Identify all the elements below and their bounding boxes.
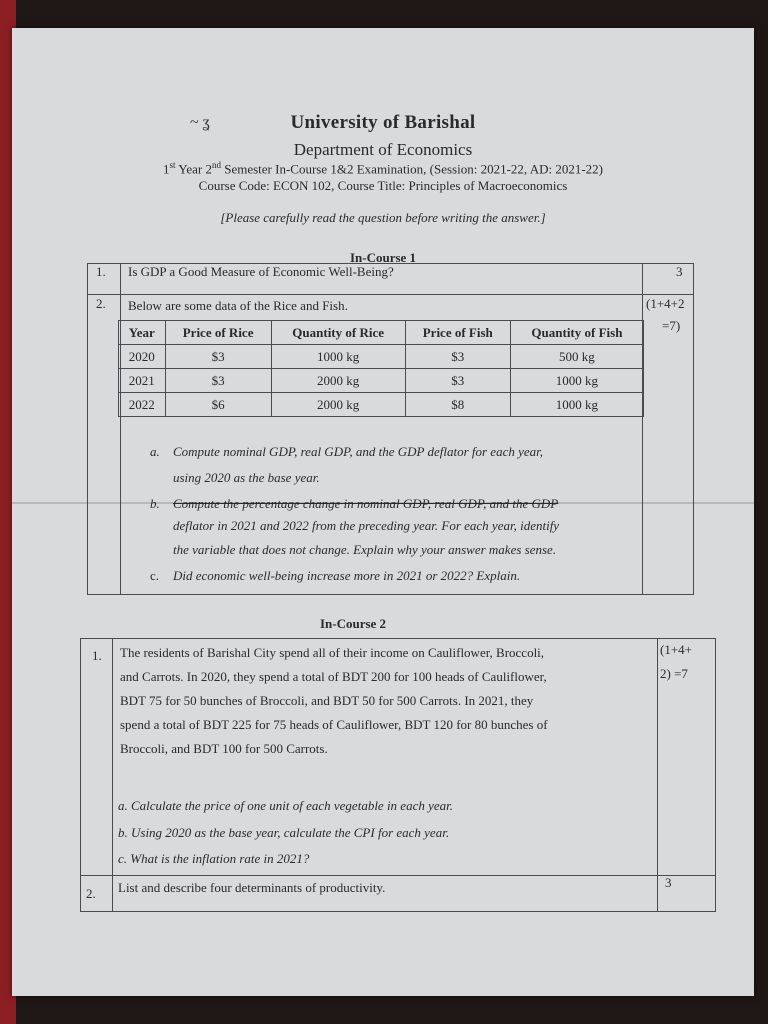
table-cell: 1000 kg: [510, 393, 643, 417]
table-header: Price of Fish: [405, 321, 510, 345]
in-course-1-title: In-Course 1: [349, 250, 417, 265]
table-cell: 2022: [119, 393, 166, 417]
table-cell: 500 kg: [510, 345, 643, 369]
ic2-q2-number: 2.: [86, 886, 96, 901]
exam-paper: [12, 28, 754, 996]
department-name: Department of Economics: [293, 140, 473, 159]
table-cell: $3: [165, 369, 271, 393]
ic2-q2-marks: 3: [665, 875, 672, 890]
rice-fish-table: [118, 320, 644, 417]
table-cell: $3: [405, 345, 510, 369]
paragraph-line: Broccoli, and BDT 100 for 500 Carrots.: [120, 741, 328, 756]
table-row: [119, 369, 644, 393]
university-name: University of Barishal: [290, 112, 476, 133]
paragraph-line: and Carrots. In 2020, they spend a total of BDT 200 for 100 heads of Cauliflower,: [120, 669, 547, 684]
table-cell: 2020: [119, 345, 166, 369]
row-divider: [87, 294, 693, 295]
marks-column-divider: [657, 638, 658, 911]
q2a-line-2: using 2020 as the base year.: [173, 470, 320, 485]
ic2-q1a: a. Calculate the price of one unit of each vegetable in each year.: [118, 798, 454, 813]
paragraph-line: BDT 75 for 50 bunches of Broccoli, and BDT 50 for 500 Carrots. In 2021, they: [120, 693, 534, 708]
exam-title: 1st Year 2nd Semester In-Course 1&2 Examination, (Session: 2021-22, AD: 2021-22): [162, 160, 603, 177]
q1-marks: 3: [676, 264, 683, 279]
table-cell: $8: [405, 393, 510, 417]
table-header: Year: [119, 321, 166, 345]
paragraph-line: The residents of Barishal City spend all of their income on Cauliflower, Broccoli,: [120, 645, 545, 660]
in-course-2-title: In-Course 2: [319, 616, 387, 631]
q2-marks: (1+4+2: [646, 296, 685, 311]
q2b-line-1: Compute the percentage change in nominal GDP, real GDP, and the GDP: [173, 496, 559, 511]
ic2-q1-marks: (1+4+: [660, 642, 692, 657]
table-cell: $3: [165, 345, 271, 369]
row-divider: [80, 875, 715, 876]
table-cell: 1000 kg: [271, 345, 405, 369]
marks-column-divider: [642, 263, 643, 594]
table-row: [119, 393, 644, 417]
table-header-row: [119, 321, 644, 345]
table-cell: 1000 kg: [510, 369, 643, 393]
table-row: [119, 345, 644, 369]
q1-text: Is GDP a Good Measure of Economic Well-Being?: [128, 264, 394, 279]
number-column-divider: [120, 263, 121, 594]
table-cell: 2000 kg: [271, 369, 405, 393]
table-header: Quantity of Fish: [510, 321, 643, 345]
table-cell: $6: [165, 393, 271, 417]
ic2-q1-marks-total: 2) =7: [660, 666, 688, 681]
paragraph-line: spend a total of BDT 225 for 75 heads of Cauliflower, BDT 120 for 80 bunches of: [120, 717, 548, 732]
q2-marks-total: =7): [662, 318, 681, 333]
q1-number: 1.: [96, 264, 106, 279]
instruction-note: [Please carefully read the question before writing the answer.]: [220, 210, 546, 225]
q2b-label: b.: [150, 496, 160, 511]
ic2-q1-paragraph: [120, 641, 652, 761]
ic2-q1-number: 1.: [92, 648, 102, 663]
q2-text: Below are some data of the Rice and Fish.: [128, 298, 348, 313]
table-header: Price of Rice: [165, 321, 271, 345]
q2-number: 2.: [96, 296, 106, 311]
course-info: Course Code: ECON 102, Course Title: Principles of Macroeconomics: [198, 178, 568, 193]
pen-mark: ~ ʓ: [190, 114, 210, 131]
table-cell: $3: [405, 369, 510, 393]
ic2-q1c: c. What is the inflation rate in 2021?: [118, 851, 310, 866]
q2b-line-2: deflator in 2021 and 2022 from the preceding year. For each year, identify: [173, 518, 560, 533]
ic2-q1b: b. Using 2020 as the base year, calculate the CPI for each year.: [118, 825, 450, 840]
q2b-line-3: the variable that does not change. Explain why your answer makes sense.: [173, 542, 557, 557]
q2c-label: c.: [150, 568, 160, 583]
q2c-line-1: Did economic well-being increase more in 2021 or 2022? Explain.: [173, 568, 521, 583]
table-cell: 2021: [119, 369, 166, 393]
q2a-label: a.: [150, 444, 160, 459]
table-header: Quantity of Rice: [271, 321, 405, 345]
number-column-divider: [112, 638, 113, 911]
q2a-line-1: Compute nominal GDP, real GDP, and the GDP deflator for each year,: [173, 444, 543, 459]
ic2-q2-text: List and describe four determinants of productivity.: [118, 880, 386, 895]
table-cell: 2000 kg: [271, 393, 405, 417]
